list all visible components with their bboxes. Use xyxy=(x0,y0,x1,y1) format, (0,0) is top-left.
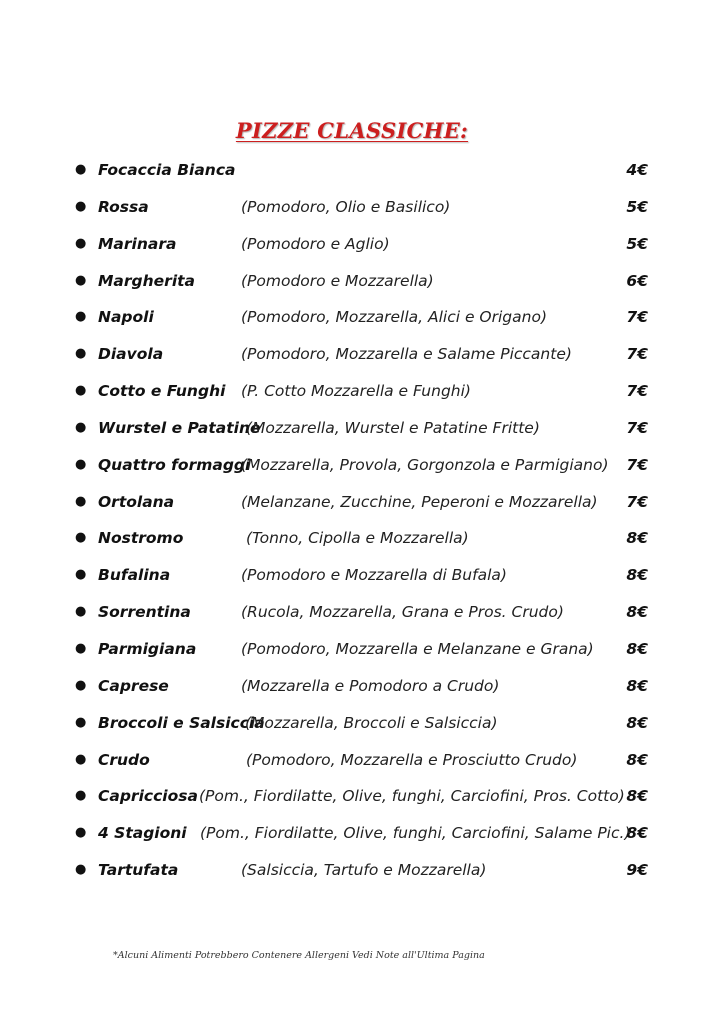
item-description: (Pomodoro e Mozzarella) xyxy=(241,271,434,290)
item-price: 7€ xyxy=(626,418,648,437)
item-description: (Pom., Fiordilatte, Olive, funghi, Carciofini, Salame Pic.) xyxy=(200,824,631,843)
menu-item xyxy=(0,152,724,189)
bullet-icon: ● xyxy=(75,604,87,620)
bullet-icon: ● xyxy=(75,419,87,435)
item-name: Caprese xyxy=(98,676,169,695)
bullet-icon: ● xyxy=(75,862,87,878)
item-name: Wurstel e Patatine xyxy=(98,418,261,437)
item-name: Tartufata xyxy=(98,861,179,880)
item-name: Nostromo xyxy=(98,529,184,548)
item-description: (Pomodoro e Mozzarella di Bufala) xyxy=(241,566,507,585)
item-price: 8€ xyxy=(626,603,648,622)
menu-item xyxy=(0,336,724,373)
item-name: Parmigiana xyxy=(98,639,197,658)
menu-item xyxy=(0,594,724,631)
item-description: (Melanzane, Zucchine, Peperoni e Mozzarella) xyxy=(241,492,598,511)
item-description: (Pomodoro, Mozzarella, Alici e Origano) xyxy=(241,308,547,327)
menu-item xyxy=(0,778,724,815)
item-name: Crudo xyxy=(98,750,150,769)
item-description: (Mozzarella, Wurstel e Patatine Fritte) xyxy=(246,418,540,437)
item-name: Marinara xyxy=(98,234,177,253)
item-description: (Mozzarella, Provola, Gorgonzola e Parmigiano) xyxy=(241,455,609,474)
item-description: (Pomodoro e Aglio) xyxy=(241,234,390,253)
menu-item xyxy=(0,742,724,779)
page-title: PIZZE CLASSICHE: xyxy=(235,118,469,143)
menu-item xyxy=(0,668,724,705)
item-price: 8€ xyxy=(626,676,648,695)
item-price: 8€ xyxy=(626,713,648,732)
item-name: Bufalina xyxy=(98,566,171,585)
menu-item xyxy=(0,631,724,668)
item-price: 7€ xyxy=(626,308,648,327)
menu-list xyxy=(0,152,724,889)
bullet-icon: ● xyxy=(75,825,87,841)
item-description: (Pomodoro, Mozzarella e Prosciutto Crudo) xyxy=(246,750,578,769)
bullet-icon: ● xyxy=(75,677,87,693)
item-price: 8€ xyxy=(626,639,648,658)
bullet-icon: ● xyxy=(75,198,87,214)
menu-item xyxy=(0,299,724,336)
item-description: (Pomodoro, Olio e Basilico) xyxy=(241,197,451,216)
item-name: Cotto e Funghi xyxy=(98,382,226,401)
bullet-icon: ● xyxy=(75,788,87,804)
item-name: Ortolana xyxy=(98,492,175,511)
item-name: Napoli xyxy=(98,308,154,327)
bullet-icon: ● xyxy=(75,456,87,472)
menu-item xyxy=(0,373,724,410)
item-price: 8€ xyxy=(626,787,648,806)
bullet-icon: ● xyxy=(75,493,87,509)
item-name: Diavola xyxy=(98,345,164,364)
menu-item xyxy=(0,557,724,594)
item-price: 8€ xyxy=(626,824,648,843)
item-price: 6€ xyxy=(626,271,648,290)
item-description: (Mozzarella e Pomodoro a Crudo) xyxy=(241,676,500,695)
bullet-icon: ● xyxy=(75,383,87,399)
menu-item xyxy=(0,189,724,226)
item-price: 8€ xyxy=(626,750,648,769)
bullet-icon: ● xyxy=(75,751,87,767)
item-description: (Rucola, Mozzarella, Grana e Pros. Crudo) xyxy=(241,603,564,622)
menu-item xyxy=(0,263,724,300)
bullet-icon: ● xyxy=(75,309,87,325)
menu-item xyxy=(0,705,724,742)
bullet-icon: ● xyxy=(75,272,87,288)
menu-item xyxy=(0,852,724,889)
bullet-icon: ● xyxy=(75,640,87,656)
item-price: 5€ xyxy=(626,197,648,216)
menu-item xyxy=(0,484,724,521)
item-description: (Pom., Fiordilatte, Olive, funghi, Carciofini, Pros. Cotto) xyxy=(199,787,625,806)
item-name: Sorrentina xyxy=(98,603,191,622)
item-description: (Tonno, Cipolla e Mozzarella) xyxy=(246,529,469,548)
bullet-icon: ● xyxy=(75,567,87,583)
item-price: 5€ xyxy=(626,234,648,253)
item-price: 7€ xyxy=(626,492,648,511)
item-price: 8€ xyxy=(626,566,648,585)
item-description: (Pomodoro, Mozzarella e Melanzane e Grana) xyxy=(241,639,594,658)
menu-item xyxy=(0,447,724,484)
item-description: (P. Cotto Mozzarella e Funghi) xyxy=(241,382,471,401)
menu-item xyxy=(0,226,724,263)
item-name: Quattro formaggi xyxy=(98,455,251,474)
bullet-icon: ● xyxy=(75,714,87,730)
item-name: 4 Stagioni xyxy=(98,824,187,843)
item-name: Focaccia Bianca xyxy=(98,161,236,179)
item-price: 9€ xyxy=(626,861,648,880)
item-name: Rossa xyxy=(98,197,149,216)
item-name: Capricciosa xyxy=(98,787,198,806)
menu-item xyxy=(0,520,724,557)
item-name: Broccoli e Salsiccia xyxy=(98,713,265,732)
item-price: 8€ xyxy=(626,529,648,548)
item-price: 7€ xyxy=(626,455,648,474)
item-description: (Mozzarella, Broccoli e Salsiccia) xyxy=(245,713,498,732)
item-description: (Salsiccia, Tartufo e Mozzarella) xyxy=(241,861,487,880)
bullet-icon: ● xyxy=(75,162,87,177)
item-price: 7€ xyxy=(626,382,648,401)
item-description: (Pomodoro, Mozzarella e Salame Piccante) xyxy=(241,345,572,364)
bullet-icon: ● xyxy=(75,346,87,362)
menu-item xyxy=(0,410,724,447)
menu-item xyxy=(0,815,724,852)
allergen-footnote: *Alcuni Alimenti Potrebbero Contenere Allergeni Vedi Note all'Ultima Pagina xyxy=(113,950,485,961)
item-name: Margherita xyxy=(98,271,195,290)
bullet-icon: ● xyxy=(75,235,87,251)
item-price: 7€ xyxy=(626,345,648,364)
item-price: 4€ xyxy=(626,161,648,179)
bullet-icon: ● xyxy=(75,530,87,546)
